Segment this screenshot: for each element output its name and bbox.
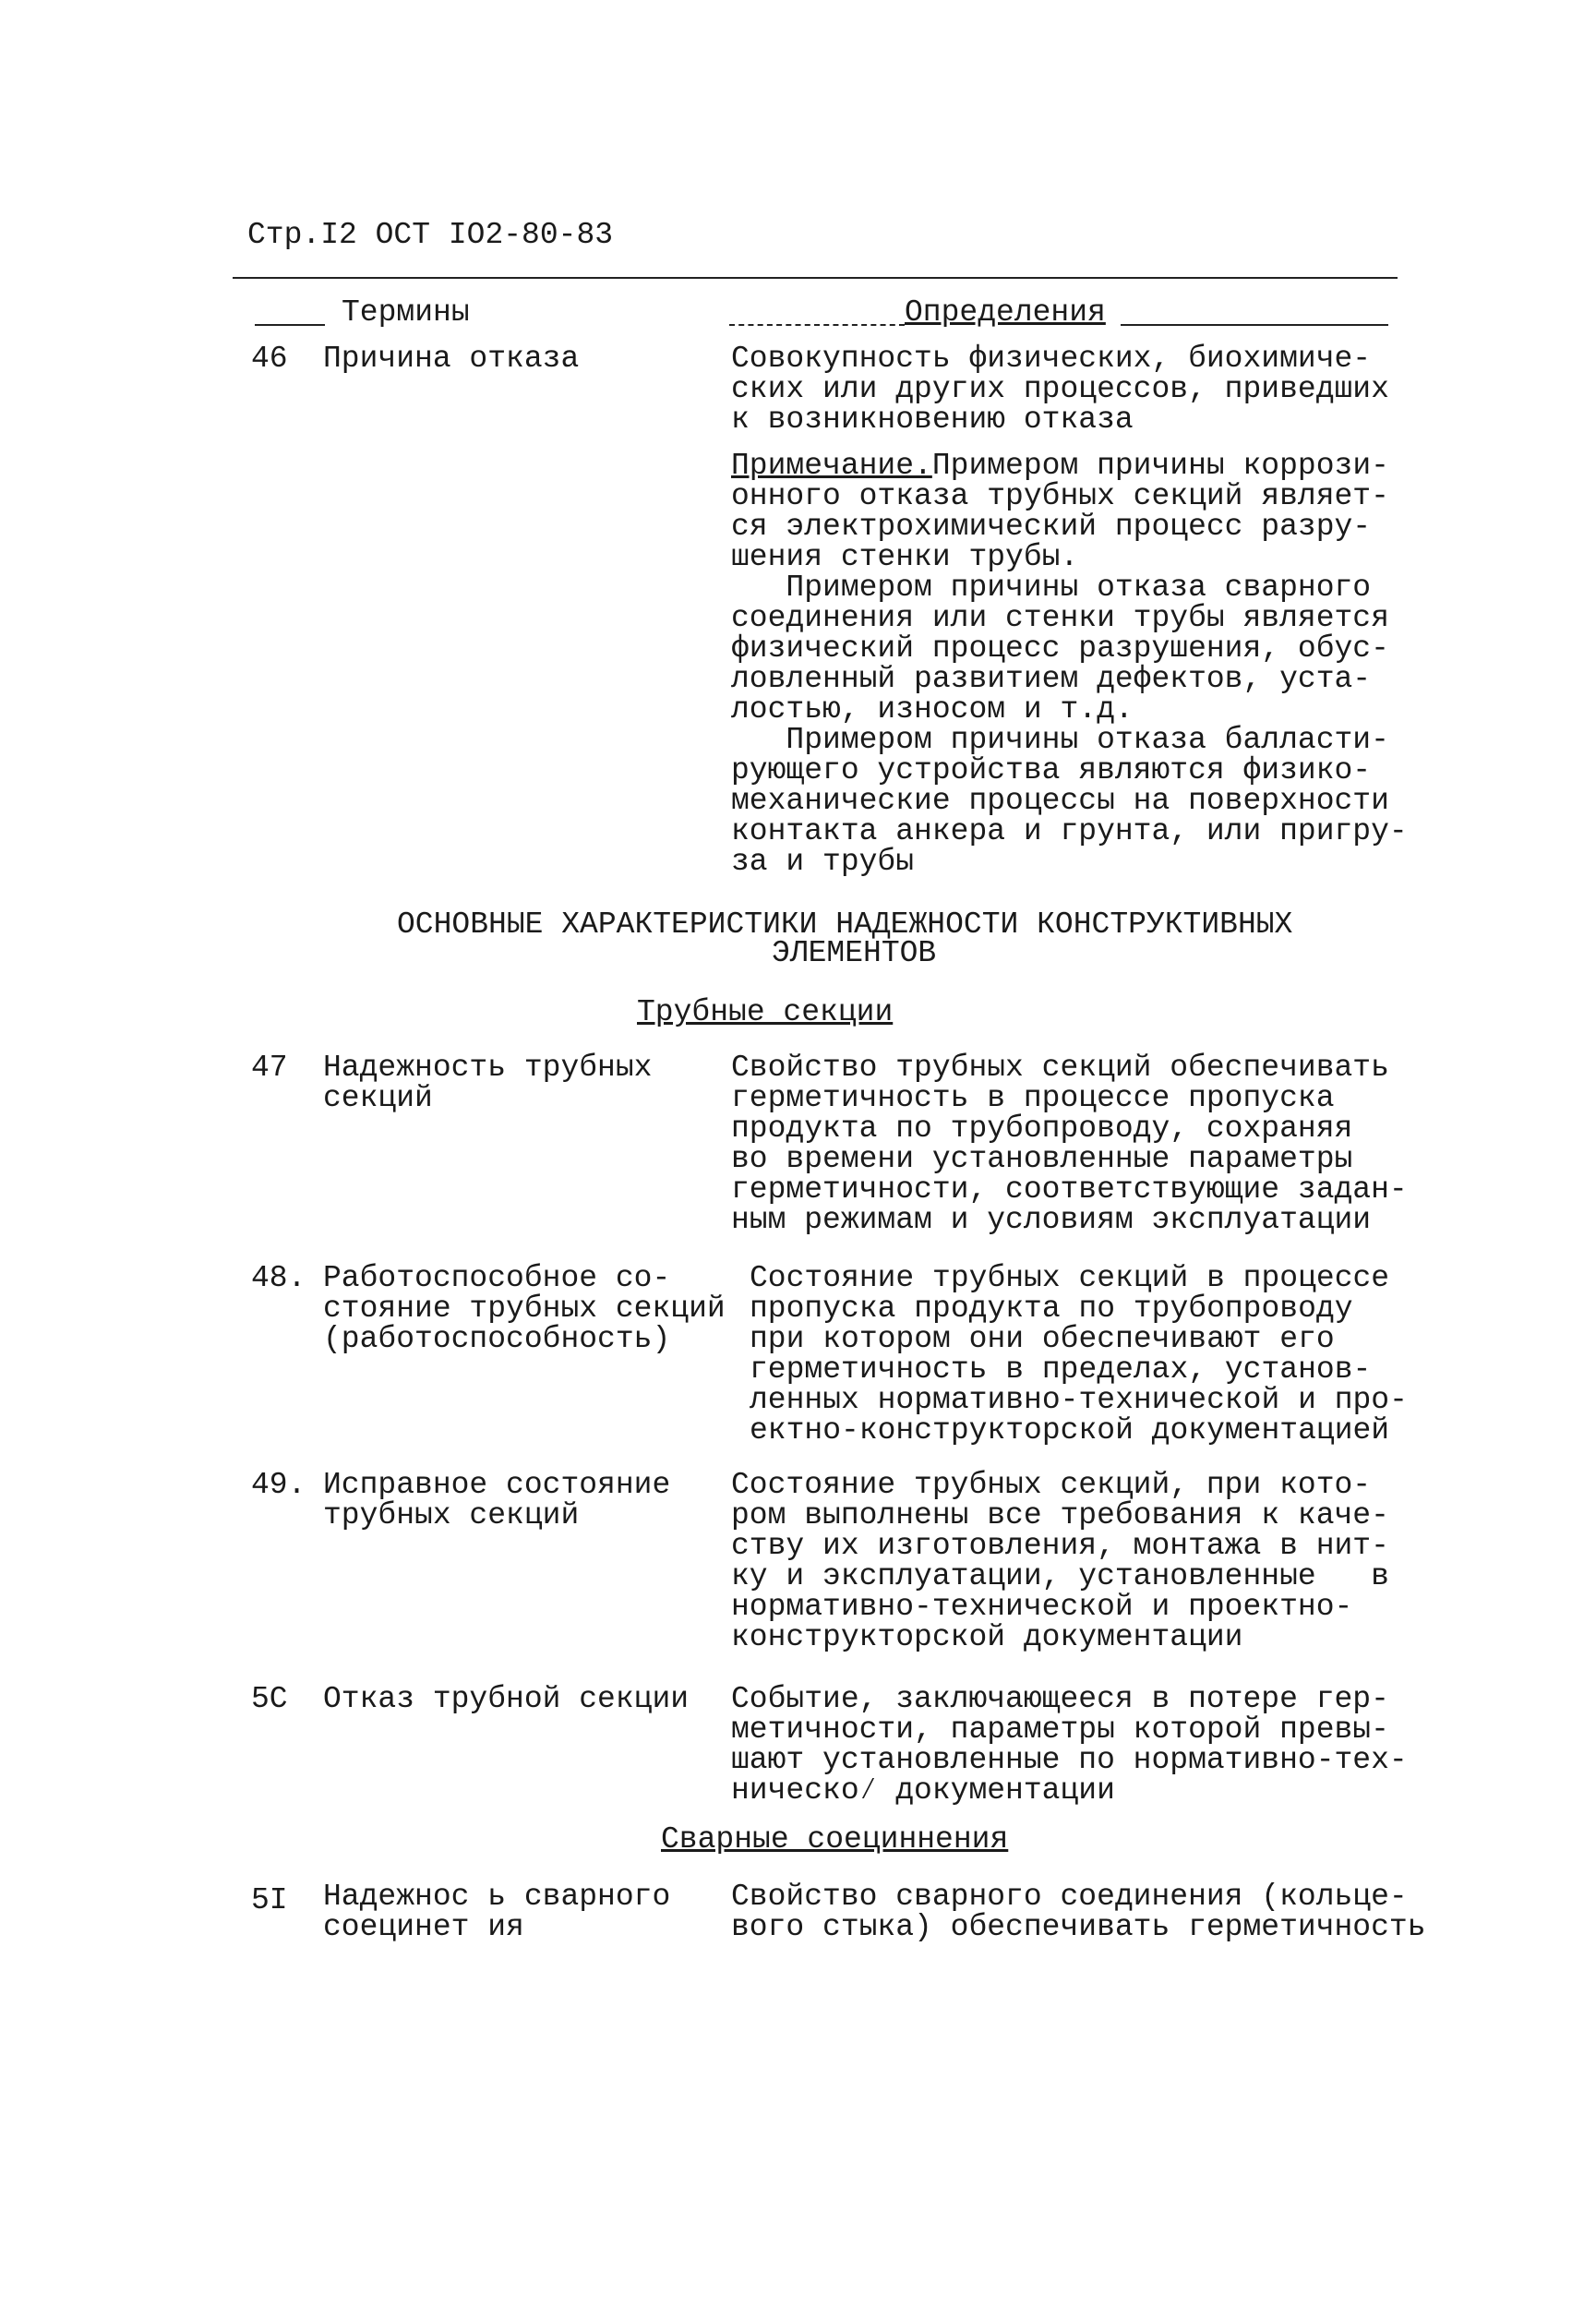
- definition-line: Свойство сварного соединения (кольце-: [731, 1880, 1408, 1914]
- entry-definition: [750, 1263, 1408, 1446]
- entry-number: 5С: [251, 1682, 288, 1716]
- definition-line: ектно-конструкторской документацией: [750, 1413, 1390, 1448]
- term-line: соецинет ия: [323, 1910, 524, 1944]
- terms-heading-dash: [255, 324, 325, 326]
- definition-line: к возникновению отказа: [731, 403, 1134, 437]
- definition-line: при котором они обеспечивают его: [750, 1322, 1335, 1356]
- entry-term: [323, 1263, 726, 1354]
- note-line: ловленный развитием дефектов, уста-: [731, 662, 1372, 696]
- definition-line: во времени установленные параметры: [731, 1142, 1353, 1176]
- definition-line: ских или других процессов, приведших: [731, 372, 1389, 406]
- subsection-title-welds: Сварные соециннения: [661, 1822, 1009, 1856]
- definition-line: ническо⁄ документации: [731, 1773, 1115, 1808]
- definitions-heading-dash: [729, 324, 905, 326]
- header-rule: [233, 277, 1398, 279]
- term-line: Надежность трубных: [323, 1051, 653, 1085]
- definition-line: вого стыка) обеспечивать герметичность: [731, 1910, 1426, 1944]
- entry-definition: [731, 343, 1389, 435]
- entry-definition: [731, 1684, 1408, 1806]
- note-line: Примером причины коррози-: [931, 449, 1389, 483]
- entry-number: 47: [251, 1051, 288, 1085]
- entry-definition: [731, 1470, 1389, 1652]
- entry-term: Отказ трубной секции: [323, 1682, 690, 1716]
- note-line: шения стенки трубы.: [731, 540, 1079, 574]
- entry-term: [323, 1470, 670, 1531]
- term-line: Работоспособное со-: [323, 1261, 671, 1295]
- definition-line: Состояние трубных секций в процессе: [750, 1261, 1390, 1295]
- definition-line: Состояние трубных секций, при кото-: [731, 1468, 1372, 1502]
- definition-line: ром выполнены все требования к каче-: [731, 1498, 1389, 1532]
- note-line: рующего устройства являются физико-: [731, 753, 1372, 787]
- definition-line: шают установленные по нормативно-тех-: [731, 1743, 1408, 1777]
- note-line: контакта анкера и грунта, или пригру-: [731, 814, 1408, 848]
- section-title-line-1: ОСНОВНЫЕ ХАРАКТЕРИСТИКИ НАДЕЖНОСТИ КОНСТРУКТИВНЫХ: [397, 907, 1293, 942]
- note-line: Примером причины отказа сварного: [731, 571, 1372, 605]
- definition-line: Совокупность физических, биохимиче-: [731, 342, 1372, 376]
- definition-line: нормативно-технической и проектно-: [731, 1590, 1353, 1624]
- definition-line: продукта по трубопроводу, сохраняя: [731, 1111, 1353, 1146]
- term-line: (работоспособность): [323, 1322, 671, 1356]
- note-line: Примером причины отказа балласти-: [731, 723, 1389, 757]
- entry-number: 46: [251, 342, 288, 376]
- definition-line: герметичность в пределах, установ-: [750, 1352, 1372, 1387]
- entry-term: [323, 1052, 652, 1113]
- entry-note: [731, 451, 1408, 877]
- definition-line: пропуска продукта по трубопроводу: [750, 1292, 1353, 1326]
- definition-line: Событие, заключающееся в потере гер-: [731, 1682, 1389, 1716]
- entry-number: 5I: [251, 1883, 288, 1917]
- note-line: соединения или стенки трубы является: [731, 601, 1389, 635]
- entry-definition: [731, 1881, 1426, 1942]
- note-line: механические процессы на поверхности: [731, 784, 1389, 818]
- terms-heading: Термины: [342, 295, 470, 330]
- definition-line: ству их изготовления, монтажа в нит-: [731, 1529, 1389, 1563]
- entry-number: 48.: [251, 1261, 306, 1295]
- term-line: трубных секций: [323, 1498, 580, 1532]
- note-label: Примечание.: [731, 449, 932, 483]
- note-line: ся электрохимический процесс разру-: [731, 510, 1372, 544]
- note-line: лостью, износом и т.д.: [731, 692, 1134, 727]
- definition-line: герметичность в процессе пропуска: [731, 1081, 1335, 1115]
- entry-term: [323, 1881, 670, 1942]
- definitions-heading-dash-right: [1121, 324, 1388, 326]
- note-line: онного отказа трубных секций являет-: [731, 479, 1389, 513]
- term-line: секций: [323, 1081, 433, 1115]
- definition-line: метичности, параметры которой превы-: [731, 1712, 1389, 1747]
- definition-line: ленных нормативно-технической и про-: [750, 1383, 1408, 1417]
- subsection-title-pipes: Трубные секции: [637, 995, 894, 1029]
- definition-line: конструкторской документации: [731, 1620, 1243, 1654]
- definition-line: ным режимам и условиям эксплуатации: [731, 1203, 1372, 1237]
- definitions-heading: Определения: [905, 295, 1106, 330]
- definition-line: герметичности, соответствующие задан-: [731, 1172, 1408, 1207]
- page-header: Стр.I2 ОСТ IO2-80-83: [247, 218, 614, 252]
- note-line: за и трубы: [731, 845, 915, 879]
- entry-term: Причина отказа: [323, 342, 580, 376]
- note-line: физический процесс разрушения, обус-: [731, 631, 1389, 666]
- term-line: Исправное состояние: [323, 1468, 671, 1502]
- term-line: Надежнос ь сварного: [323, 1880, 671, 1914]
- definition-line: ку и эксплуатации, установленные в: [731, 1559, 1389, 1593]
- entry-definition: [731, 1052, 1408, 1235]
- definition-line: Свойство трубных секций обеспечивать: [731, 1051, 1389, 1085]
- entry-number: 49.: [251, 1468, 306, 1502]
- section-title-line-2: ЭЛЕМЕНТОВ: [772, 936, 937, 970]
- term-line: стояние трубных секций: [323, 1292, 726, 1326]
